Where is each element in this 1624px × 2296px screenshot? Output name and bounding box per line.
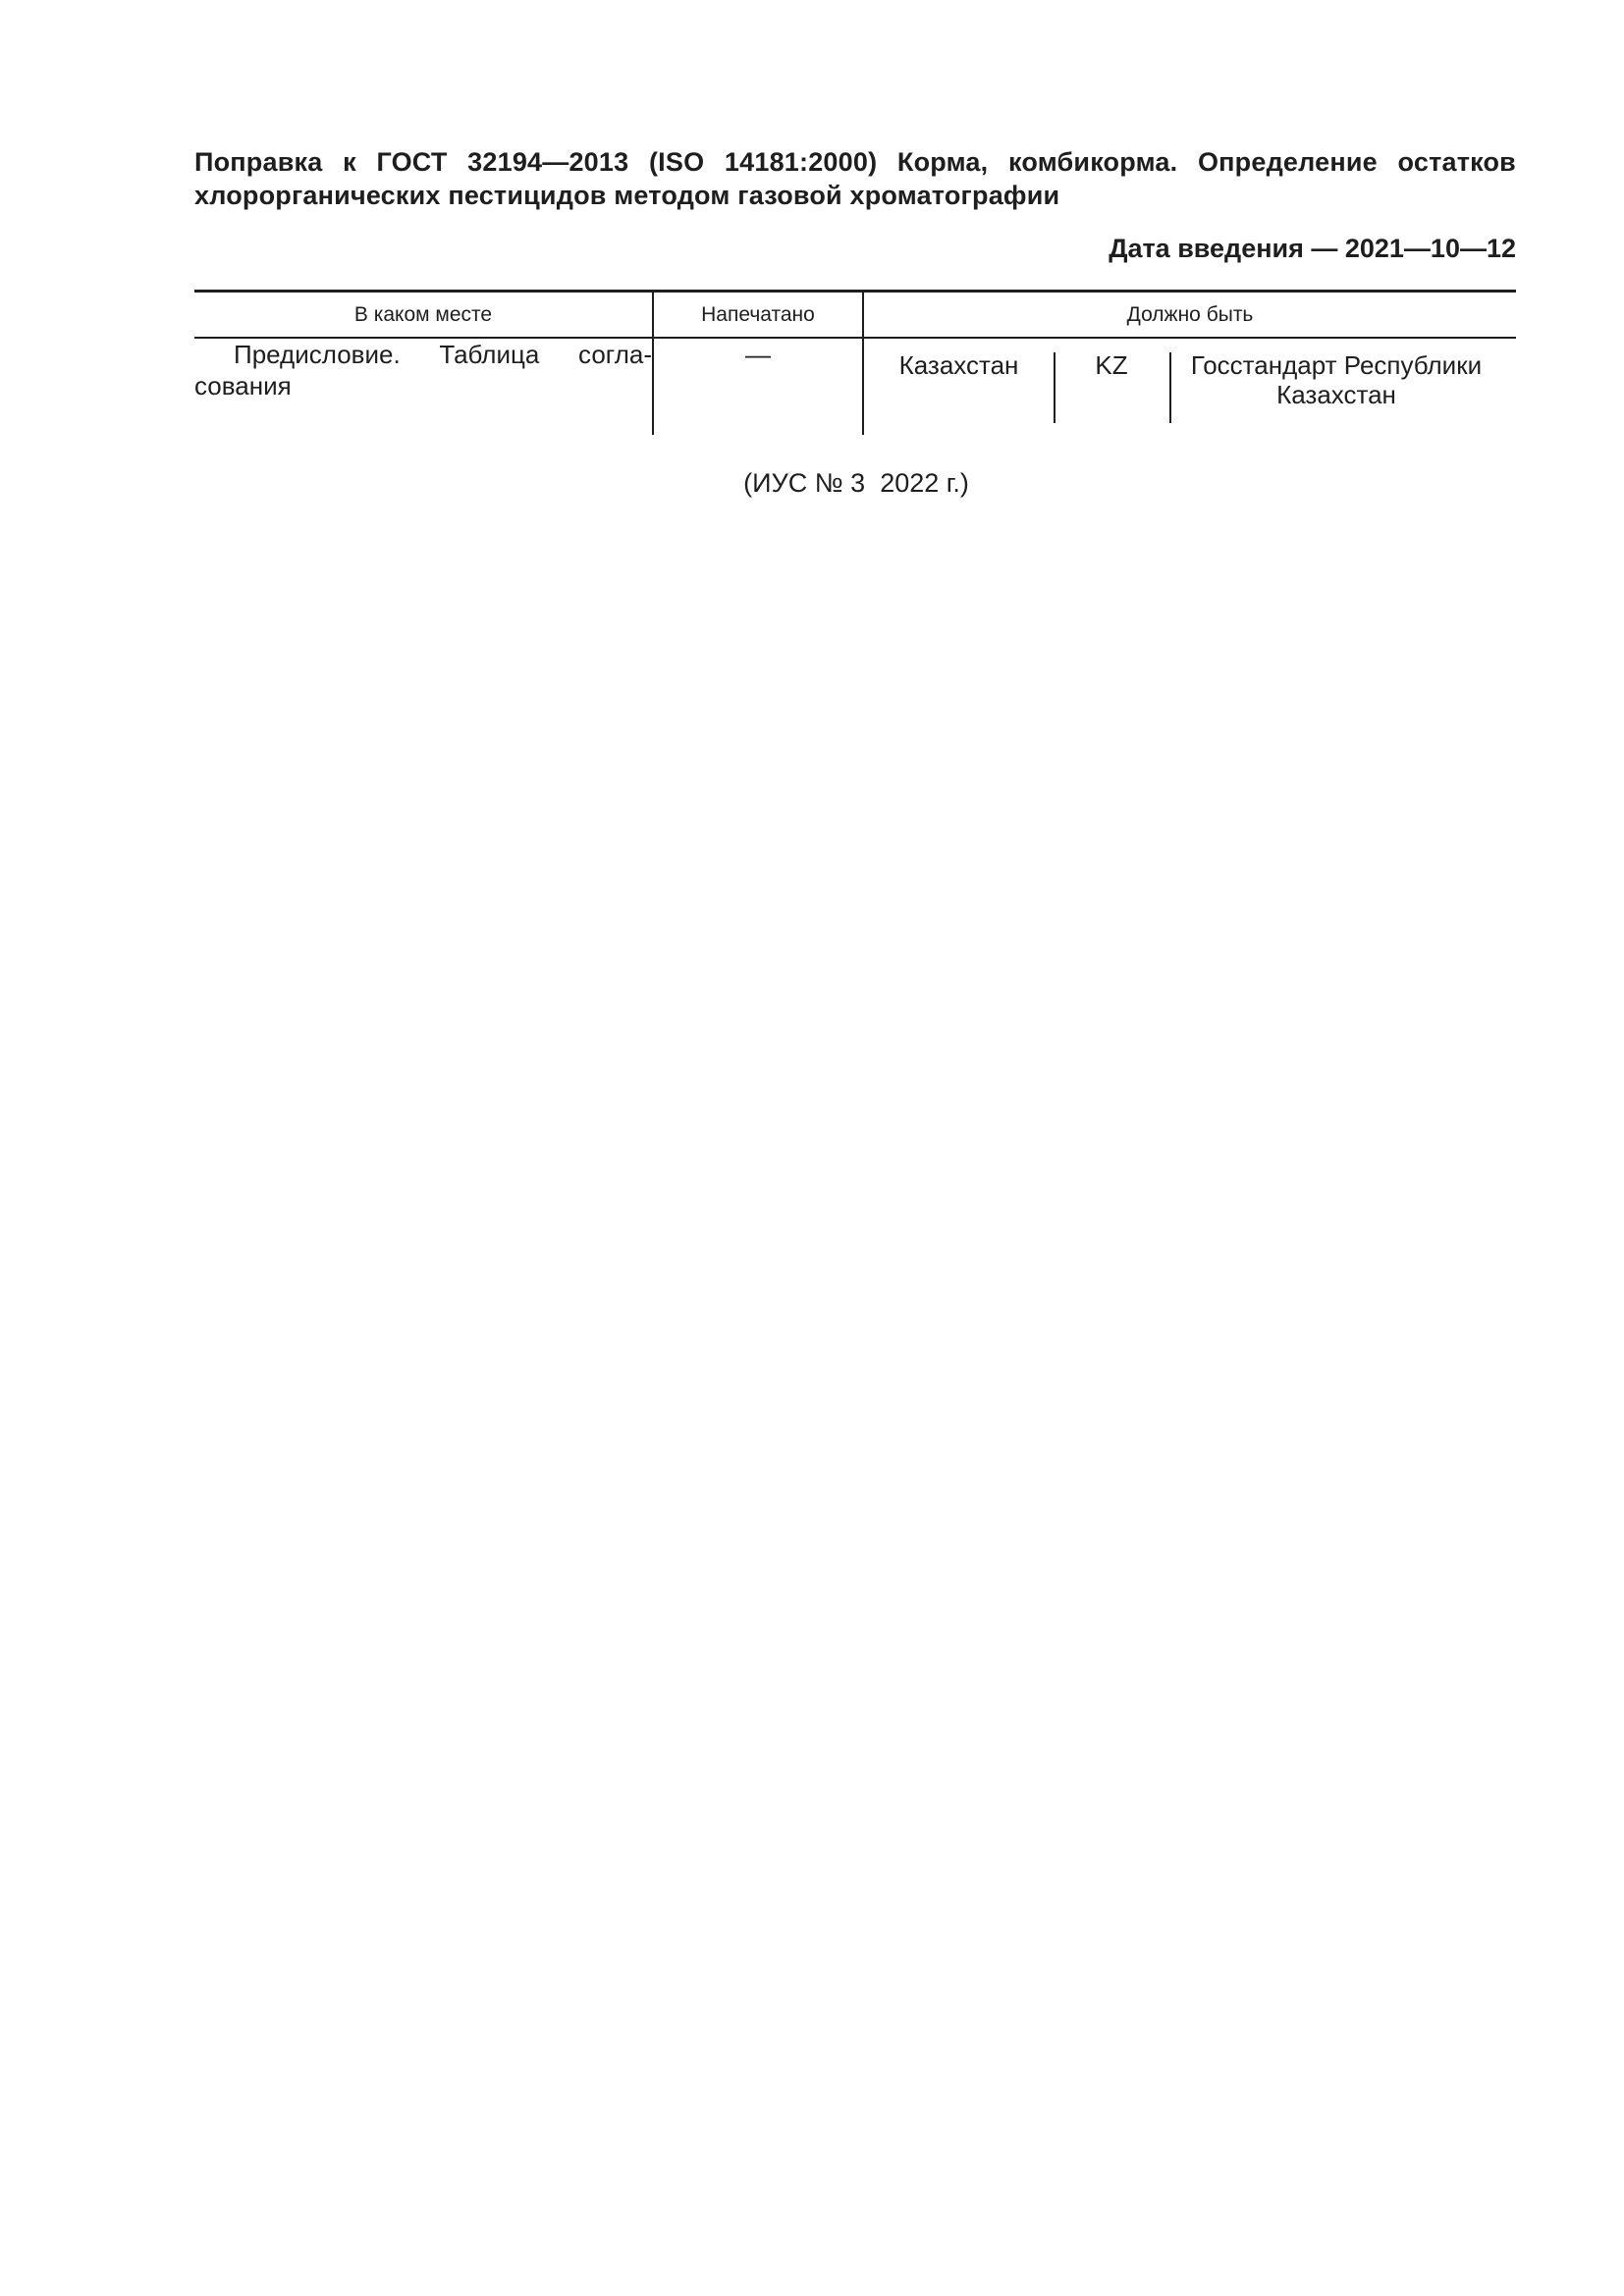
header-printed: Напечатано [653,292,863,339]
should-be-organization: Госстандарт Республики Казахстан [1190,350,1483,409]
effective-date: Дата введения — 2021—10—12 [1109,234,1516,263]
header-location: В каком месте [194,292,653,339]
cell-location [194,338,653,435]
should-be-code: KZ [1095,350,1128,380]
should-be-country: Казахстан [898,350,1019,380]
cell-printed-text: — [745,340,771,369]
cell-location-text: Предисловие. Таблица согла-сования [194,340,652,400]
cell-should-be [863,338,1516,435]
cell-printed [653,338,863,435]
amendment-title: Поправка к ГОСТ 32194—2013 (ISO 14181:2000) Корма, комбикорма. Определение остатков хлорорганических пестицидов методом газовой хроматографии [194,147,1516,210]
amendment-table [194,290,1516,435]
table-row [194,338,1516,435]
table-header-row [194,292,1516,339]
header-should-be: Должно быть [863,292,1516,339]
issue-reference: (ИУС № 3 2022 г.) [743,468,969,498]
